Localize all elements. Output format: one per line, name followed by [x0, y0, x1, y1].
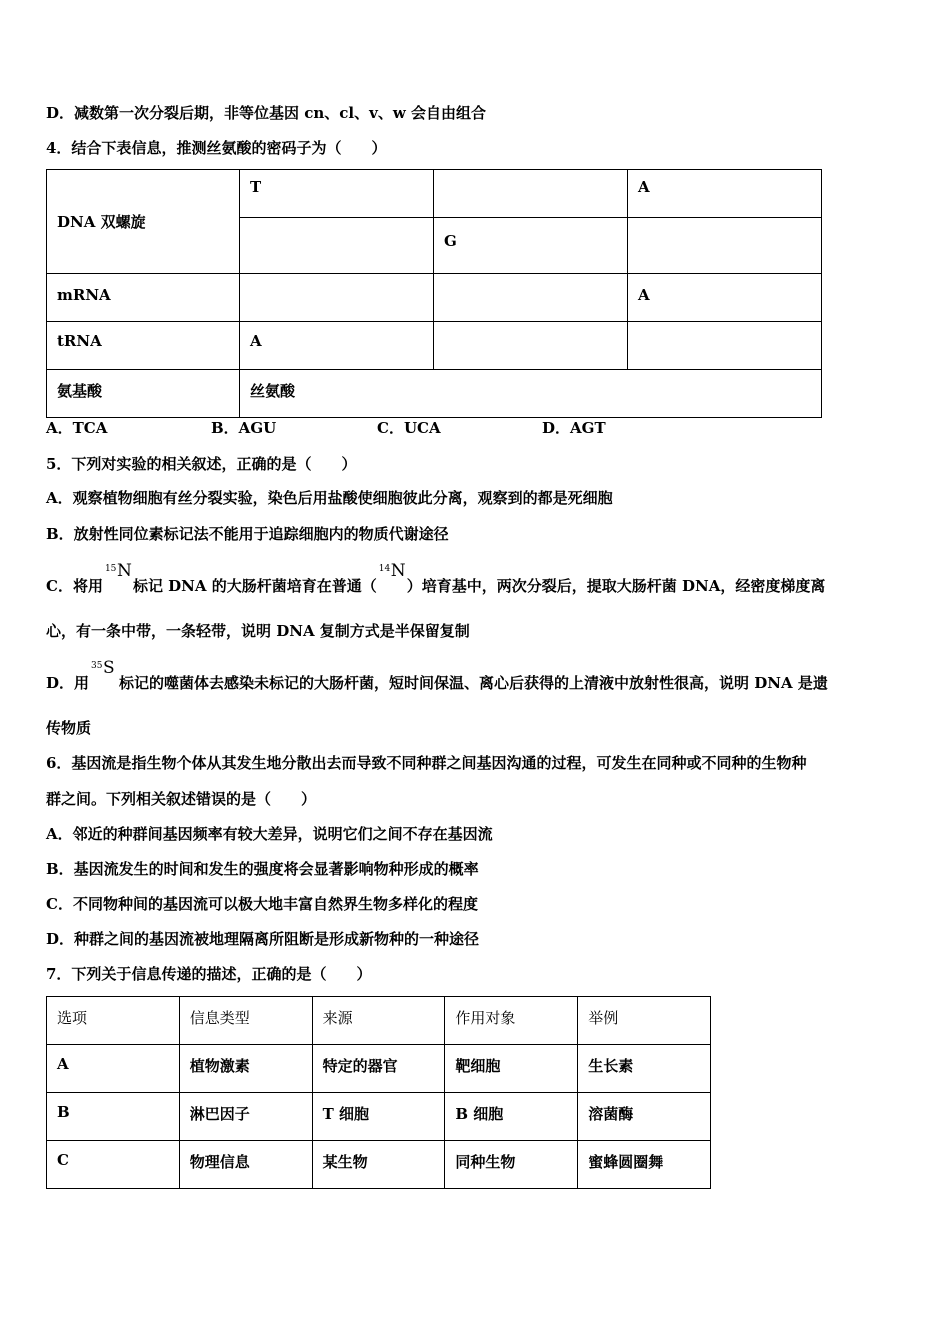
mrna-cell: A [628, 274, 822, 322]
q7-cell: 同种生物 [445, 1141, 578, 1189]
q6-option-d: D．种群之间的基因流被地理隔离所阻断是形成新物种的一种途径 [46, 930, 480, 948]
q7-cell: 靶细胞 [445, 1045, 578, 1093]
q5-stem: 5．下列对实验的相关叙述，正确的是（ ） [46, 455, 357, 473]
dna-row1-cell: T [240, 170, 434, 218]
trna-cell [434, 322, 628, 370]
q5-option-d [46, 658, 828, 693]
q5d-text-2: 标记的噬菌体去感染未标记的大肠杆菌，短时间保温、离心后获得的上清液中放射性很高，说明 DNA 是遗 [119, 674, 828, 692]
q5-option-d-cont: 传物质 [46, 719, 92, 737]
q7-cell: 溶菌酶 [578, 1093, 711, 1141]
q5-option-c [46, 561, 826, 596]
q6-option-a: A．邻近的种群间基因频率有较大差异，说明它们之间不存在基因流 [46, 825, 493, 843]
mrna-cell [240, 274, 434, 322]
q7-cell: 物理信息 [179, 1141, 312, 1189]
q7-cell: 生长素 [578, 1045, 711, 1093]
q6-option-b: B．基因流发生的时间和发生的强度将会显著影响物种形成的概率 [46, 860, 479, 878]
q7-cell: A [47, 1045, 180, 1093]
isotope-symbol: S [103, 658, 115, 678]
q7-cell: 蜜蜂圆圈舞 [578, 1141, 711, 1189]
q7-header-cell: 信息类型 [179, 997, 312, 1045]
isotope-n15 [103, 561, 133, 591]
q5c-text-1: C．将用 [46, 577, 103, 595]
q6-stem: 6．基因流是指生物个体从其发生地分散出去而导致不同种群之间基因沟通的过程，可发生在同种或不同种的生物种 [46, 754, 807, 772]
q6-stem-cont: 群之间。下列相关叙述错误的是（ ） [46, 790, 317, 808]
isotope-mass: 14 [378, 564, 391, 574]
isotope-s35 [89, 658, 119, 688]
q5-option-b: B．放射性同位素标记法不能用于追踪细胞内的物质代谢途径 [46, 525, 449, 543]
q7-cell: 植物激素 [179, 1045, 312, 1093]
q7-cell: C [47, 1141, 180, 1189]
isotope-mass: 15 [104, 564, 117, 574]
isotope-symbol: N [390, 561, 406, 581]
amino-acid-label: 氨基酸 [47, 370, 240, 418]
q5-option-a: A．观察植物细胞有丝分裂实验，染色后用盐酸使细胞彼此分离，观察到的都是死细胞 [46, 489, 613, 507]
q5c-text-2: 标记 DNA 的大肠杆菌培育在普通（ [132, 577, 377, 595]
dna-row2-cell [628, 218, 822, 274]
q7-stem: 7．下列关于信息传递的描述，正确的是（ ） [46, 965, 372, 983]
q3-option-d: D．减数第一次分裂后期，非等位基因 cn、cl、v、w 会自由组合 [46, 104, 486, 122]
dna-label: DNA 双螺旋 [47, 170, 240, 274]
trna-cell [628, 322, 822, 370]
trna-cell: A [240, 322, 434, 370]
q4-stem: 4．结合下表信息，推测丝氨酸的密码子为（ ） [46, 139, 387, 157]
q7-cell: B [47, 1093, 180, 1141]
q4-table [46, 169, 822, 418]
q7-table [46, 996, 711, 1189]
q7-cell: T 细胞 [312, 1093, 445, 1141]
isotope-n14 [377, 561, 407, 591]
q4-option-c: C．UCA [377, 419, 441, 437]
dna-row1-cell: A [628, 170, 822, 218]
q7-cell: B 细胞 [445, 1093, 578, 1141]
q6-option-c: C．不同物种间的基因流可以极大地丰富自然界生物多样化的程度 [46, 895, 478, 913]
isotope-mass: 35 [91, 661, 103, 671]
trna-label: tRNA [47, 322, 240, 370]
dna-row2-cell: G [434, 218, 628, 274]
q4-option-b: B．AGU [211, 419, 277, 437]
q7-cell: 淋巴因子 [179, 1093, 312, 1141]
isotope-symbol: N [116, 561, 132, 581]
amino-acid-value: 丝氨酸 [240, 370, 822, 418]
mrna-label: mRNA [47, 274, 240, 322]
q7-header-cell: 来源 [312, 997, 445, 1045]
q5d-text-1: D．用 [46, 674, 90, 692]
q5-option-c-cont: 心，有一条中带，一条轻带，说明 DNA 复制方式是半保留复制 [46, 622, 470, 640]
dna-row2-cell [240, 218, 434, 274]
q7-header-cell: 选项 [47, 997, 180, 1045]
q4-option-a: A．TCA [46, 419, 108, 437]
dna-row1-cell [434, 170, 628, 218]
mrna-cell [434, 274, 628, 322]
q7-header-cell: 举例 [578, 997, 711, 1045]
q4-option-d: D．AGT [542, 419, 606, 437]
q7-cell: 某生物 [312, 1141, 445, 1189]
q7-cell: 特定的器官 [312, 1045, 445, 1093]
q5c-text-3: ）培育基中，两次分裂后，提取大肠杆菌 DNA，经密度梯度离 [406, 577, 826, 595]
q7-header-cell: 作用对象 [445, 997, 578, 1045]
